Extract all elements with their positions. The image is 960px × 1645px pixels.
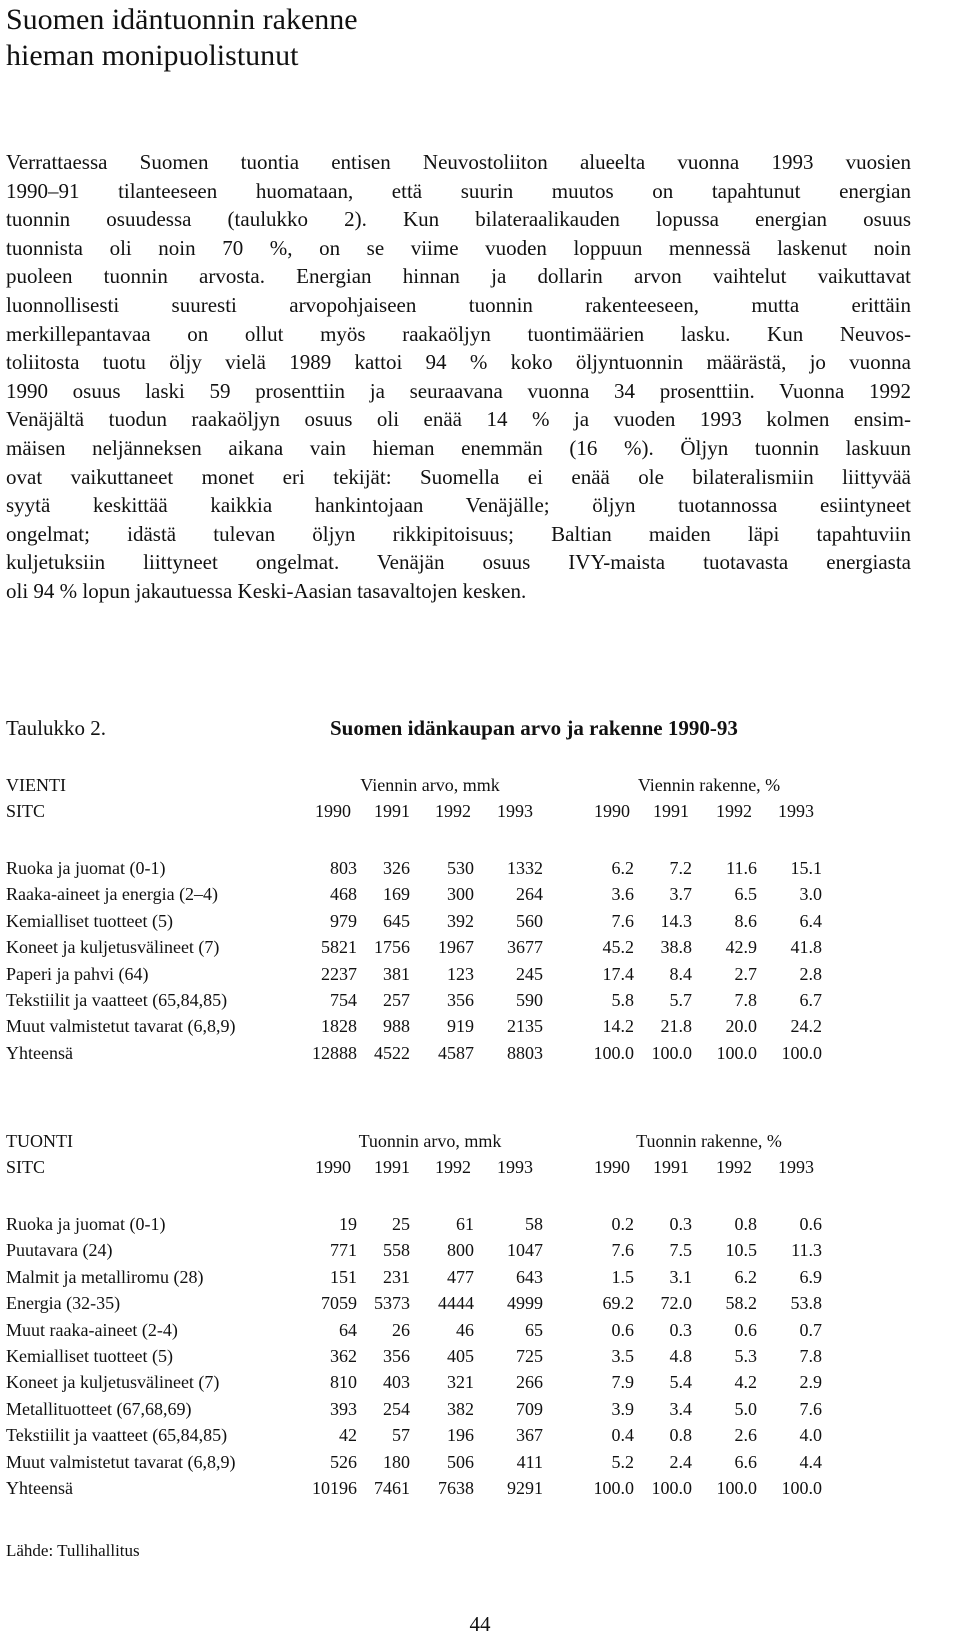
value-cell: 326 — [383, 858, 410, 878]
share-cell: 5.0 — [734, 1398, 757, 1419]
value-cell: 411 — [516, 1451, 543, 1472]
year-header: 1992 — [435, 801, 471, 821]
value-cell: 7059 — [321, 1293, 357, 1314]
paragraph-line: mäisen neljänneksen aikana vain hieman enemmän (16 %). Öljyn tuonnin laskuun — [6, 435, 911, 460]
share-cell: 45.2 — [602, 937, 634, 958]
sitc-label: SITC — [6, 1157, 46, 1177]
share-cell: 5.7 — [669, 990, 692, 1010]
value-cell: 810 — [330, 1372, 357, 1393]
row-label: Energia (32-35) — [6, 1293, 121, 1314]
value-cell: 169 — [383, 884, 410, 905]
paragraph-line: syytä keskittää kaikkia hankintojaan Venäjälle; öljyn tuotannossa esiintyneet — [6, 493, 911, 518]
row-label: Kemialliset tuotteet (5) — [6, 910, 173, 931]
share-cell: 2.8 — [799, 963, 822, 984]
section-heading: TUONTI — [6, 1131, 73, 1151]
share-cell: 100.0 — [651, 1042, 692, 1063]
share-cell: 6.7 — [799, 990, 822, 1010]
share-cell: 2.4 — [669, 1451, 692, 1472]
title-line: hieman monipuolistunut — [6, 39, 299, 72]
share-cell: 100.0 — [781, 1478, 822, 1498]
value-cell: 367 — [516, 1425, 543, 1446]
value-cell: 405 — [447, 1346, 474, 1366]
value-cell: 5373 — [374, 1293, 410, 1314]
row-label: Ruoka ja juomat (0-1) — [6, 858, 166, 878]
value-cell: 4444 — [438, 1293, 474, 1314]
share-cell: 5.3 — [734, 1346, 757, 1366]
source-note: Lähde: Tullihallitus — [6, 1541, 140, 1560]
value-cell: 7461 — [374, 1478, 410, 1498]
value-cell: 643 — [516, 1266, 543, 1287]
value-cell: 709 — [516, 1398, 543, 1419]
share-cell: 7.2 — [669, 858, 692, 878]
share-cell: 3.5 — [611, 1346, 634, 1366]
year-header: 1990 — [315, 801, 351, 821]
share-cell: 2.6 — [734, 1425, 757, 1446]
year-header: 1991 — [374, 801, 410, 821]
share-header: Viennin rakenne, % — [637, 775, 781, 795]
share-cell: 0.3 — [669, 1214, 692, 1234]
share-cell: 15.1 — [790, 858, 822, 878]
share-cell: 7.9 — [611, 1372, 634, 1393]
value-cell: 560 — [516, 910, 543, 931]
value-cell: 725 — [516, 1346, 543, 1366]
value-cell: 979 — [330, 910, 357, 931]
row-label: Metallituotteet (67,68,69) — [6, 1398, 192, 1419]
row-label: Koneet ja kuljetusvälineet (7) — [6, 1372, 220, 1393]
share-cell: 0.6 — [611, 1319, 634, 1340]
row-label: Raaka-aineet ja energia (2–4) — [6, 884, 219, 905]
share-cell: 4.0 — [799, 1425, 822, 1446]
share-cell: 0.2 — [611, 1214, 634, 1234]
row-label: Malmit ja metalliromu (28) — [6, 1266, 204, 1287]
share-cell: 0.7 — [799, 1319, 822, 1340]
value-cell: 645 — [383, 910, 410, 931]
value-cell: 151 — [330, 1266, 357, 1287]
paragraph-line: tuonnista oli noin 70 %, on se viime vuoden loppuun mennessä laskenut noin — [6, 235, 911, 260]
share-cell: 100.0 — [593, 1478, 634, 1498]
value-cell: 392 — [447, 910, 474, 931]
page-number: 44 — [469, 1612, 491, 1636]
value-cell: 264 — [516, 884, 543, 905]
share-cell: 2.7 — [734, 963, 757, 984]
article-title — [6, 2, 358, 74]
sitc-label: SITC — [6, 801, 46, 821]
table-caption-title: Suomen idänkaupan arvo ja rakenne 1990-93 — [330, 716, 738, 740]
value-cell: 61 — [456, 1214, 474, 1234]
value-cell: 123 — [447, 963, 474, 984]
row-label: Koneet ja kuljetusvälineet (7) — [6, 937, 220, 958]
paragraph-line: toliitosta tuotu öljy vielä 1989 kattoi 94 % koko öljyntuonnin määrästä, jo vuonna — [6, 350, 911, 375]
value-cell: 356 — [383, 1346, 410, 1366]
row-label: Muut valmistetut tavarat (6,8,9) — [6, 1016, 236, 1037]
share-cell: 5.2 — [611, 1451, 634, 1472]
row-label: Tekstiilit ja vaatteet (65,84,85) — [6, 990, 228, 1010]
value-cell: 57 — [392, 1425, 410, 1446]
share-cell: 7.6 — [799, 1398, 822, 1419]
value-cell: 65 — [525, 1319, 543, 1340]
section-heading: VIENTI — [6, 775, 66, 795]
value-cell: 2135 — [507, 1016, 543, 1037]
share-cell: 6.2 — [611, 858, 634, 878]
share-cell: 4.4 — [799, 1451, 822, 1472]
value-cell: 58 — [525, 1214, 543, 1234]
share-cell: 7.5 — [669, 1240, 692, 1261]
value-cell: 180 — [383, 1451, 410, 1472]
value-cell: 506 — [447, 1451, 474, 1472]
share-cell: 6.4 — [799, 910, 822, 931]
value-cell: 19 — [339, 1214, 357, 1234]
value-cell: 4999 — [507, 1293, 543, 1314]
value-cell: 231 — [383, 1266, 410, 1287]
share-cell: 38.8 — [660, 937, 692, 958]
share-cell: 100.0 — [716, 1042, 757, 1063]
value-cell: 526 — [330, 1451, 357, 1472]
year-header: 1993 — [778, 801, 814, 821]
value-cell: 468 — [330, 884, 357, 905]
value-cell: 590 — [516, 990, 543, 1010]
value-cell: 4522 — [374, 1042, 410, 1063]
value-cell: 254 — [383, 1398, 410, 1419]
share-cell: 21.8 — [660, 1016, 692, 1037]
year-header: 1992 — [435, 1157, 471, 1177]
value-cell: 381 — [383, 963, 410, 984]
share-cell: 100.0 — [593, 1042, 634, 1063]
share-cell: 0.8 — [734, 1214, 757, 1234]
row-label: Yhteensä — [6, 1478, 73, 1498]
share-cell: 42.9 — [725, 937, 757, 958]
year-header: 1993 — [497, 1157, 533, 1177]
body-paragraph — [6, 148, 911, 606]
value-cell: 266 — [516, 1372, 543, 1393]
row-label: Puutavara (24) — [6, 1240, 113, 1261]
year-header: 1990 — [594, 1157, 630, 1177]
paragraph-line: Verrattaessa Suomen tuontia entisen Neuvostoliiton alueelta vuonna 1993 vuosien — [6, 150, 911, 174]
year-header: 1991 — [653, 1157, 689, 1177]
row-label: Paperi ja pahvi (64) — [6, 963, 149, 984]
value-cell: 1332 — [507, 858, 543, 878]
value-cell: 8803 — [507, 1042, 543, 1063]
value-cell: 803 — [330, 858, 357, 878]
year-header: 1992 — [716, 801, 752, 821]
paragraph-line: luonnollisesti suuresti arvopohjaiseen tuonnin rakenteeseen, mutta erittäin — [6, 292, 911, 317]
value-cell: 403 — [383, 1372, 410, 1393]
value-cell: 9291 — [507, 1478, 543, 1498]
share-cell: 8.6 — [734, 910, 757, 931]
paragraph-line: ovat vaikuttaneet monet eri tekijät: Suomella ei enää ole bilateralismiin liittyvää — [6, 464, 911, 489]
value-cell: 7638 — [438, 1478, 474, 1498]
value-cell: 771 — [330, 1240, 357, 1261]
share-cell: 72.0 — [660, 1293, 692, 1314]
value-cell: 64 — [339, 1319, 357, 1340]
value-header: Tuonnin arvo, mmk — [358, 1131, 502, 1151]
share-cell: 0.6 — [734, 1319, 757, 1340]
paragraph-line: tuonnin osuudessa (taulukko 2). Kun bilateraalikauden lopussa energian osuus — [6, 207, 911, 232]
paragraph-line: 1990–91 tilanteeseen huomataan, että suurin muutos on tapahtunut energian — [6, 178, 911, 203]
share-cell: 3.4 — [669, 1398, 692, 1419]
row-label: Ruoka ja juomat (0-1) — [6, 1214, 166, 1234]
share-cell: 100.0 — [716, 1478, 757, 1498]
table-caption-label: Taulukko 2. — [6, 716, 107, 740]
value-cell: 1828 — [321, 1016, 357, 1037]
value-cell: 356 — [447, 990, 474, 1010]
share-cell: 3.0 — [799, 884, 822, 905]
value-cell: 245 — [516, 963, 543, 984]
share-cell: 7.6 — [611, 910, 634, 931]
value-cell: 1756 — [374, 937, 410, 958]
share-cell: 3.7 — [669, 884, 692, 905]
share-cell: 5.4 — [669, 1372, 692, 1393]
share-cell: 0.3 — [669, 1319, 692, 1340]
value-cell: 1047 — [507, 1240, 543, 1261]
value-cell: 12888 — [312, 1042, 357, 1063]
value-cell: 26 — [392, 1319, 410, 1340]
paragraph-line: puoleen tuonnin arvosta. Energian hinnan ja dollarin arvon vaihtelut vaikuttavat — [6, 264, 911, 289]
year-header: 1991 — [374, 1157, 410, 1177]
value-cell: 919 — [447, 1016, 474, 1037]
share-cell: 7.6 — [611, 1240, 634, 1261]
share-cell: 53.8 — [790, 1293, 822, 1314]
share-cell: 10.5 — [725, 1240, 757, 1261]
value-cell: 25 — [392, 1214, 410, 1234]
share-cell: 14.3 — [660, 910, 692, 931]
share-cell: 100.0 — [651, 1478, 692, 1498]
value-cell: 321 — [447, 1372, 474, 1393]
paragraph-line: merkillepantavaa on ollut myös raakaöljyn tuontimäärien lasku. Kun Neuvos- — [6, 321, 911, 346]
row-label: Muut raaka-aineet (2-4) — [6, 1319, 178, 1340]
year-header: 1991 — [653, 801, 689, 821]
share-cell: 6.6 — [734, 1451, 757, 1472]
value-cell: 988 — [383, 1016, 410, 1037]
row-label: Yhteensä — [6, 1042, 73, 1063]
row-label: Muut valmistetut tavarat (6,8,9) — [6, 1451, 236, 1472]
share-cell: 7.8 — [734, 990, 757, 1010]
share-cell: 8.4 — [669, 963, 692, 984]
value-cell: 382 — [447, 1398, 474, 1419]
share-cell: 0.8 — [669, 1425, 692, 1446]
value-cell: 477 — [447, 1266, 474, 1287]
share-cell: 0.6 — [799, 1214, 822, 1234]
share-cell: 4.2 — [734, 1372, 757, 1393]
share-cell: 0.4 — [611, 1425, 634, 1446]
share-cell: 14.2 — [602, 1016, 634, 1037]
row-label: Tekstiilit ja vaatteet (65,84,85) — [6, 1425, 228, 1446]
value-cell: 4587 — [438, 1042, 474, 1063]
share-cell: 6.5 — [734, 884, 757, 905]
share-cell: 17.4 — [602, 963, 634, 984]
share-cell: 100.0 — [781, 1042, 822, 1063]
value-cell: 393 — [330, 1398, 357, 1419]
share-cell: 5.8 — [611, 990, 634, 1010]
share-cell: 6.9 — [799, 1266, 822, 1287]
value-cell: 300 — [447, 884, 474, 905]
value-cell: 362 — [330, 1346, 357, 1366]
share-cell: 58.2 — [725, 1293, 757, 1314]
share-cell: 3.6 — [611, 884, 634, 905]
value-header: Viennin arvo, mmk — [360, 775, 500, 795]
value-cell: 3677 — [507, 937, 543, 958]
share-cell: 7.8 — [799, 1346, 822, 1366]
value-cell: 1967 — [438, 937, 474, 958]
year-header: 1993 — [778, 1157, 814, 1177]
paragraph-line: ongelmat; idästä tulevan öljyn rikkipitoisuus; Baltian maiden läpi tapahtuviin — [6, 521, 911, 546]
share-cell: 3.1 — [669, 1266, 692, 1287]
share-header: Tuonnin rakenne, % — [636, 1131, 782, 1151]
paragraph-line: Venäjältä tuodun raakaöljyn osuus oli enää 14 % ja vuoden 1993 kolmen ensim- — [6, 407, 911, 432]
share-cell: 69.2 — [602, 1293, 634, 1314]
year-header: 1990 — [594, 801, 630, 821]
title-line: Suomen idäntuonnin rakenne — [6, 3, 358, 36]
share-cell: 24.2 — [790, 1016, 822, 1037]
value-cell: 800 — [447, 1240, 474, 1261]
share-cell: 2.9 — [799, 1372, 822, 1393]
paragraph-line: kuljetuksiin liittyneet ongelmat. Venäjän osuus IVY-maista tuotavasta energiasta — [6, 550, 911, 575]
value-cell: 2237 — [321, 963, 357, 984]
value-cell: 558 — [383, 1240, 410, 1261]
share-cell: 11.6 — [726, 858, 757, 878]
value-cell: 754 — [330, 990, 357, 1010]
year-header: 1993 — [497, 801, 533, 821]
year-header: 1992 — [716, 1157, 752, 1177]
row-label: Kemialliset tuotteet (5) — [6, 1346, 173, 1366]
value-cell: 530 — [447, 858, 474, 878]
value-cell: 257 — [383, 990, 410, 1010]
value-cell: 46 — [456, 1319, 474, 1340]
share-cell: 3.9 — [611, 1398, 634, 1419]
value-cell: 42 — [339, 1425, 357, 1446]
share-cell: 11.3 — [791, 1240, 822, 1261]
share-cell: 4.8 — [669, 1346, 692, 1366]
value-cell: 196 — [447, 1425, 474, 1446]
share-cell: 6.2 — [734, 1266, 757, 1287]
paragraph-line: 1990 osuus laski 59 prosenttiin ja seuraavana vuonna 34 prosenttiin. Vuonna 1992 — [6, 378, 911, 403]
value-cell: 5821 — [321, 937, 357, 958]
value-cell: 10196 — [312, 1478, 357, 1498]
share-cell: 41.8 — [790, 937, 822, 958]
year-header: 1990 — [315, 1157, 351, 1177]
paragraph-line: oli 94 % lopun jakautuessa Keski-Aasian tasavaltojen kesken. — [6, 578, 527, 603]
share-cell: 1.5 — [611, 1266, 634, 1287]
share-cell: 20.0 — [725, 1016, 757, 1037]
